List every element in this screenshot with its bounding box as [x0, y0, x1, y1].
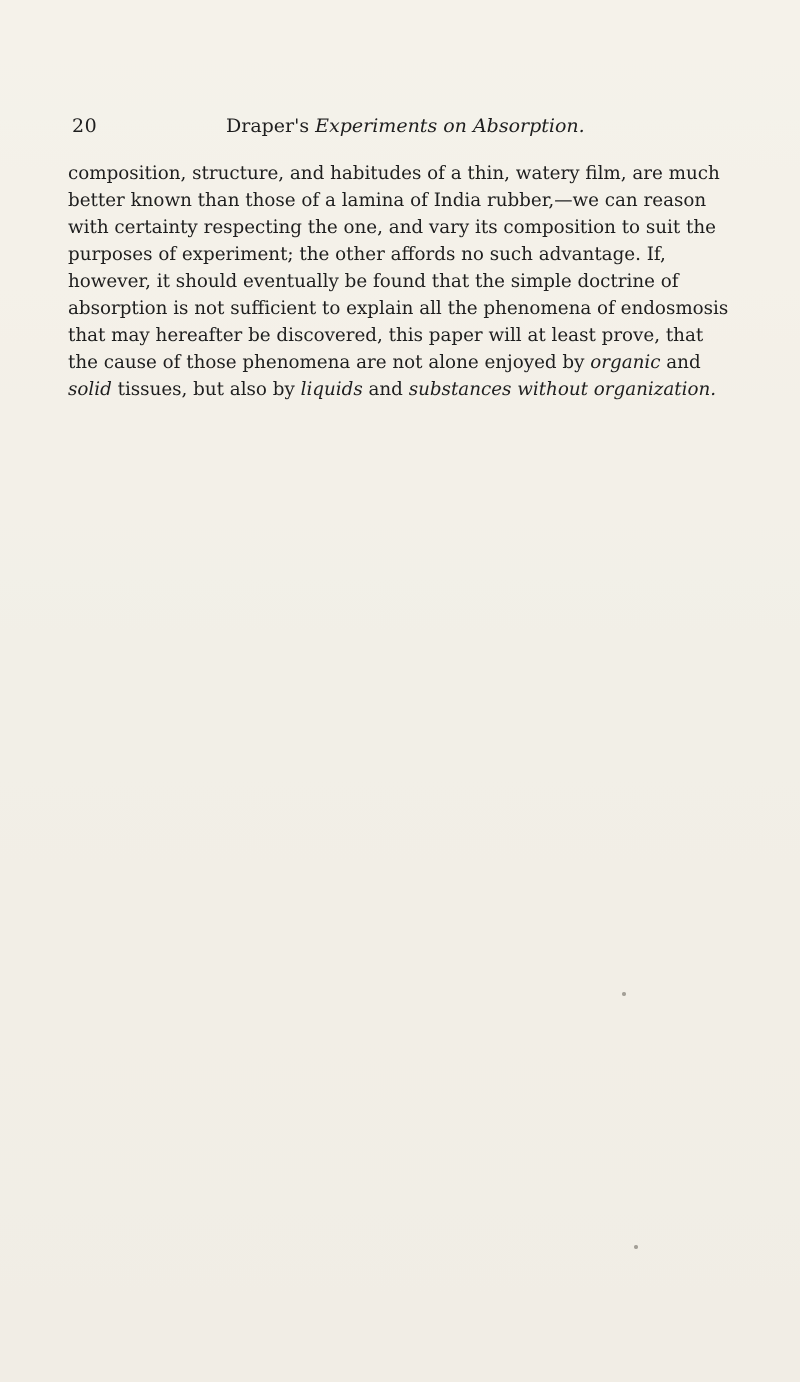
- body-paragraph: [68, 160, 768, 403]
- text-line-3: with certainty respecting the one, and vary its composition to suit the: [68, 217, 716, 238]
- text-line-9: [68, 376, 768, 403]
- paper-speck: [634, 1245, 638, 1249]
- running-title-author: Draper's: [226, 115, 316, 137]
- paper-speck: [622, 992, 626, 996]
- text-line-8-end: and: [660, 352, 701, 373]
- text-line-2: better known than those of a lamina of India rubber,—we can reason: [68, 190, 707, 211]
- emphasis-liquids: liquids: [300, 379, 363, 400]
- running-title: [226, 114, 585, 138]
- text-line-9-middle: tissues, but also by: [111, 379, 301, 400]
- text-line-1: composition, structure, and habitudes of a thin, watery film, are much: [68, 163, 720, 184]
- text-line-4: purposes of experiment; the other affords no such advantage. If,: [68, 244, 666, 265]
- text-line-8-start: the cause of those phenomena are not alone enjoyed by: [68, 352, 591, 373]
- page-number: 20: [72, 115, 98, 137]
- emphasis-substances: substances without organization.: [408, 379, 717, 400]
- emphasis-organic: organic: [590, 352, 661, 373]
- running-title-italic: Experiments on Absorption.: [315, 115, 585, 137]
- emphasis-solid: solid: [68, 379, 112, 400]
- running-head: [72, 114, 752, 138]
- text-line-8: [68, 349, 768, 376]
- text-line-5: however, it should eventually be found that the simple doctrine of: [68, 271, 679, 292]
- text-line-7: that may hereafter be discovered, this paper will at least prove, that: [68, 325, 704, 346]
- text-line-6: absorption is not sufficient to explain all the phenomena of endosmosis: [68, 298, 729, 319]
- text-line-9-and: and: [362, 379, 409, 400]
